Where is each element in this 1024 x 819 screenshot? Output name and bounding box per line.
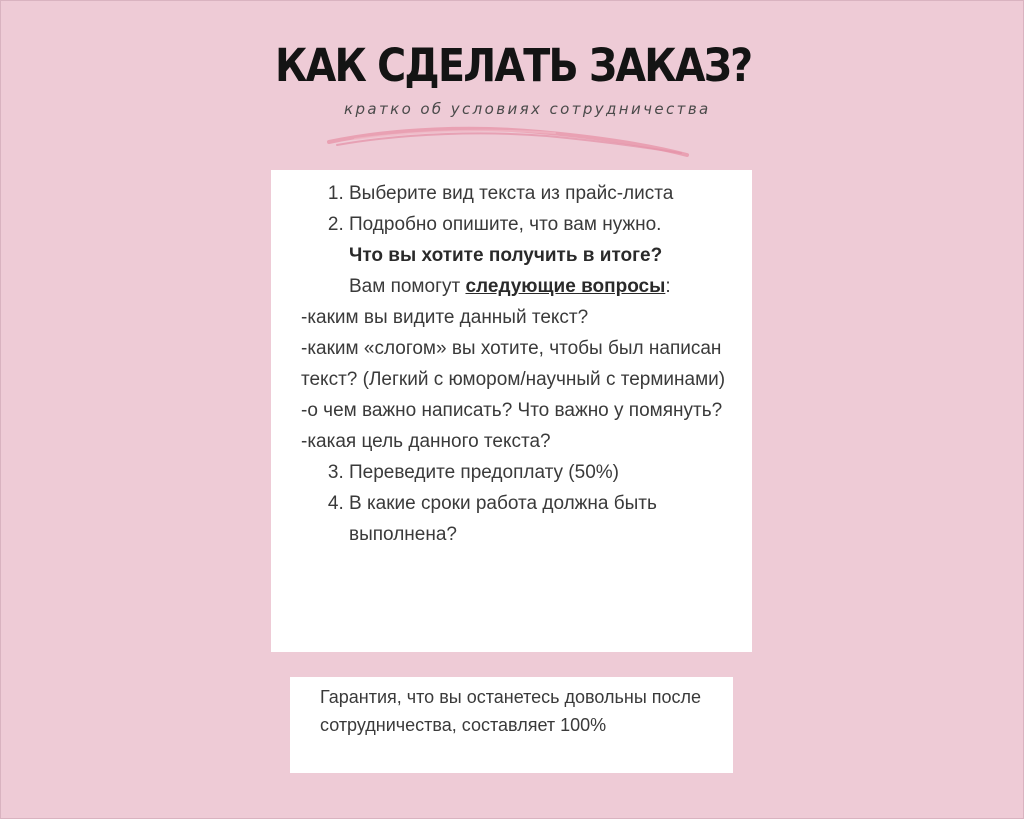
question-item: -какая цель данного текста? bbox=[301, 431, 551, 452]
page-subtitle: кратко об условиях сотрудничества bbox=[344, 100, 711, 118]
question-item: -каким вы видите данный текст? bbox=[301, 307, 589, 328]
step-item-3 bbox=[349, 457, 732, 488]
step-3-text: Переведите предоплату (50%) bbox=[349, 462, 619, 483]
step-item-4 bbox=[349, 488, 732, 550]
steps-list-continued bbox=[301, 457, 732, 550]
step-2-help-suffix: : bbox=[665, 276, 671, 297]
brush-stroke-decoration bbox=[325, 124, 695, 160]
step-item-2 bbox=[349, 209, 732, 302]
page-title: КАК СДЕЛАТЬ ЗАКАЗ? bbox=[275, 39, 752, 92]
question-item: -о чем важно написать? Что важно у помянуть? bbox=[301, 400, 723, 421]
step-2-bold-question: Что вы хотите получить в итоге? bbox=[349, 245, 663, 266]
question-item: -каким «слогом» вы хотите, чтобы был написан текст? (Легкий с юмором/научный с терминами) bbox=[301, 338, 726, 390]
questions-block bbox=[301, 302, 732, 457]
steps-list bbox=[301, 178, 732, 302]
step-2-help-prefix: Вам помогут bbox=[349, 276, 466, 297]
following-questions-link: следующие вопросы bbox=[465, 276, 666, 297]
guarantee-text: Гарантия, что вы останетесь довольны после сотрудничества, составляет 100% bbox=[320, 687, 702, 735]
step-1-text: Выберите вид текста из прайс-листа bbox=[349, 183, 674, 204]
step-4-text: В какие сроки работа должна быть выполнена? bbox=[349, 493, 657, 545]
guarantee-card bbox=[290, 677, 733, 773]
step-item-1 bbox=[349, 178, 732, 209]
order-steps-card bbox=[271, 170, 752, 652]
step-2-text: Подробно опишите, что вам нужно. bbox=[349, 214, 662, 235]
